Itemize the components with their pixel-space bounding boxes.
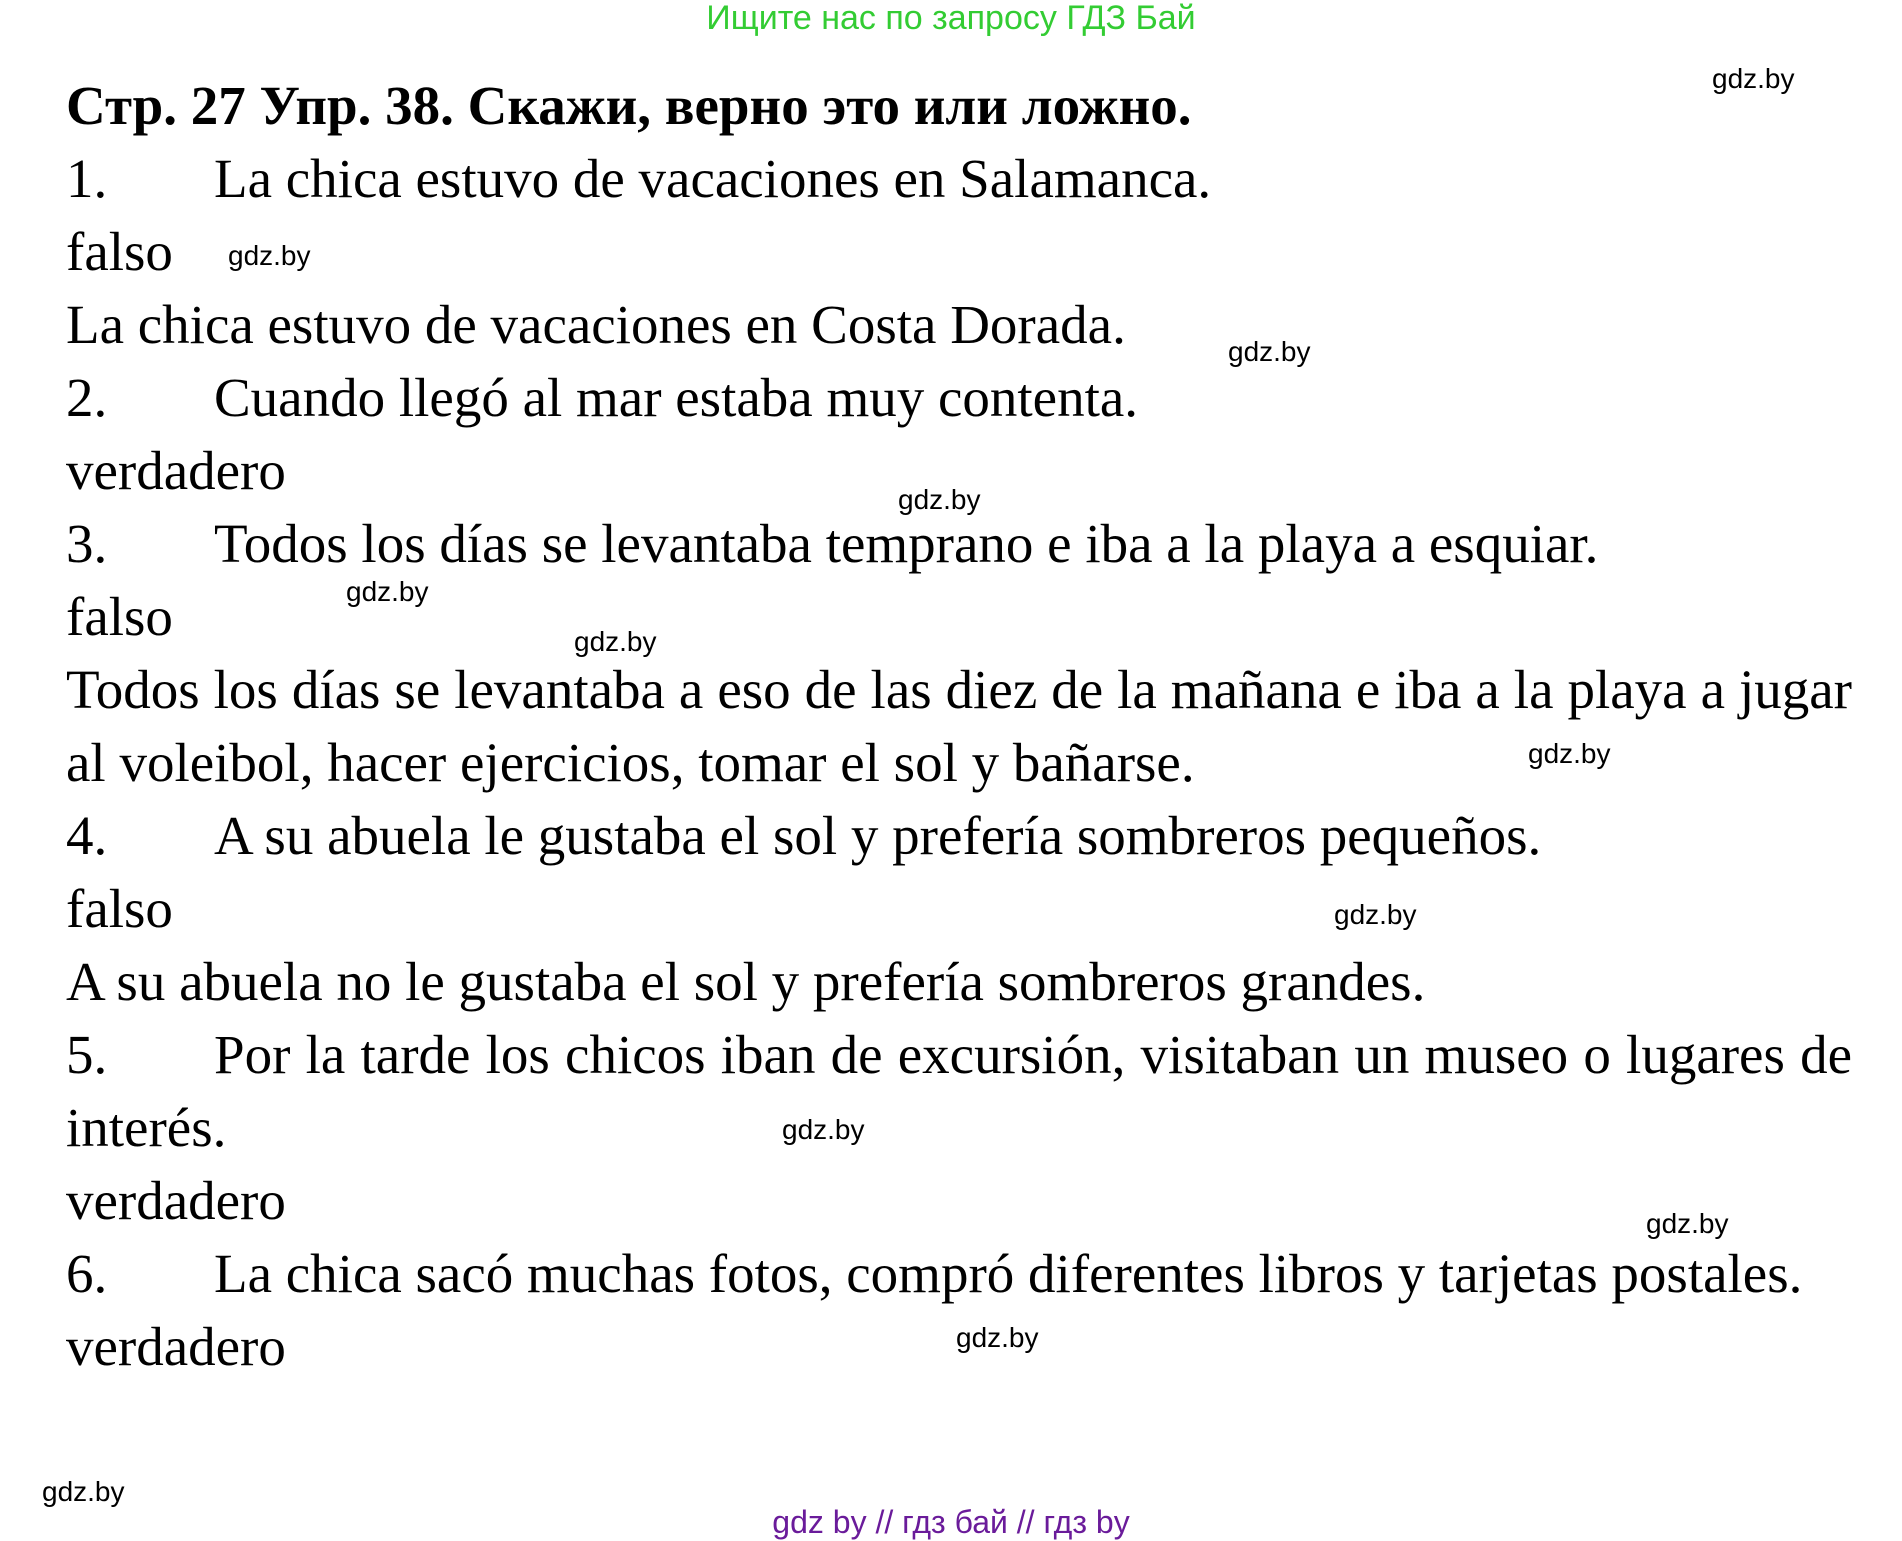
top-banner: Ищите нас по запросу ГДЗ Бай <box>706 0 1196 37</box>
watermark: gdz.by <box>956 1322 1039 1353</box>
statement-text-2: Cuando llegó al mar estaba muy contenta. <box>214 367 1139 428</box>
item-number-3: 3. <box>66 513 108 574</box>
watermark: gdz.by <box>1528 738 1611 769</box>
exercise-title: Стр. 27 Упр. 38. Скажи, верно это или ложно. <box>66 75 1192 136</box>
statement-text-3: Todos los días se levantaba temprano e iba a la playa a esquiar. <box>214 513 1599 574</box>
answer-2: verdadero <box>66 440 286 501</box>
answer-4: falso <box>66 878 173 939</box>
watermark: gdz.by <box>1712 63 1795 94</box>
watermark: gdz.by <box>346 576 429 607</box>
statement-3 <box>66 507 1852 580</box>
answer-6: verdadero <box>66 1316 286 1377</box>
item-number-4: 4. <box>66 805 108 866</box>
statement-text-1: La chica estuvo de vacaciones en Salamanca. <box>214 148 1212 209</box>
statement-text-5: Por la tarde los chicos iban de excursión, visitaban un museo o lugares de interés. <box>66 1024 1852 1158</box>
watermark: gdz.by <box>574 626 657 657</box>
watermark: gdz.by <box>1228 336 1311 367</box>
answer-5: verdadero <box>66 1170 286 1231</box>
answer-3: falso <box>66 586 173 647</box>
item-number-6: 6. <box>66 1243 108 1304</box>
statement-1 <box>66 142 1852 215</box>
watermark: gdz.by <box>1334 899 1417 930</box>
watermark: gdz.by <box>898 484 981 515</box>
watermark: gdz.by <box>228 240 311 271</box>
answer-1: falso <box>66 221 173 282</box>
correction-4: A su abuela no le gustaba el sol y prefería sombreros grandes. <box>66 951 1426 1012</box>
bottom-banner: gdz by // гдз бай // гдз by <box>772 1504 1130 1540</box>
watermark: gdz.by <box>42 1476 125 1507</box>
statement-6 <box>66 1237 1852 1310</box>
statement-5 <box>66 1018 1852 1164</box>
statement-4 <box>66 799 1852 872</box>
statement-text-4: A su abuela le gustaba el sol y prefería sombreros pequeños. <box>214 805 1542 866</box>
correction-1: La chica estuvo de vacaciones en Costa Dorada. <box>66 294 1126 355</box>
correction-3: Todos los días se levantaba a eso de las diez de la mañana e iba a la playa a jugar al voleibol, hacer ejercicios, tomar el sol y bañarse. <box>66 659 1852 793</box>
item-number-1: 1. <box>66 148 108 209</box>
exercise-content <box>66 70 1852 1383</box>
statement-text-6: La chica sacó muchas fotos, compró diferentes libros y tarjetas postales. <box>214 1243 1803 1304</box>
statement-2 <box>66 361 1852 434</box>
watermark: gdz.by <box>1646 1208 1729 1239</box>
item-number-5: 5. <box>66 1024 108 1085</box>
item-number-2: 2. <box>66 367 108 428</box>
watermark: gdz.by <box>782 1114 865 1145</box>
